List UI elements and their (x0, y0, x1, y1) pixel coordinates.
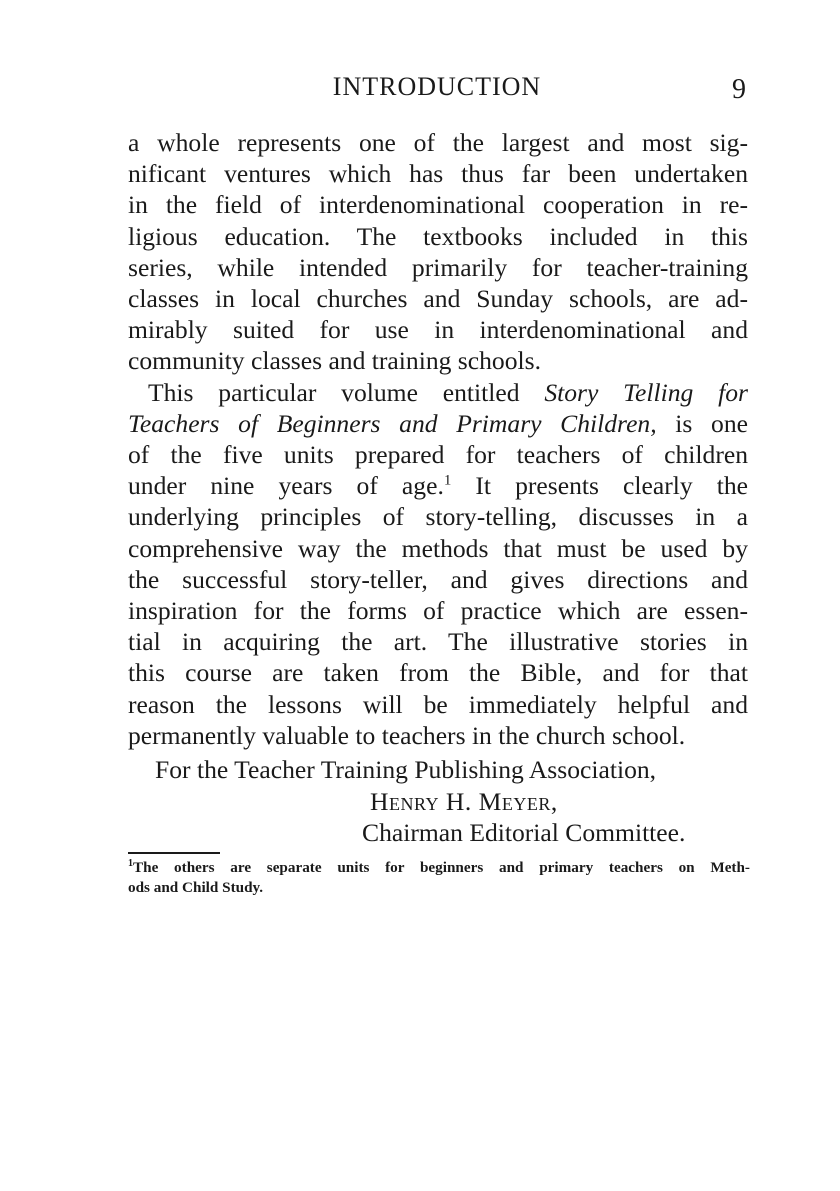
text-line: nificant ventures which has thus far been undertaken (128, 159, 748, 189)
text-line: tial in acquiring the art. The illustrative stories in (128, 627, 748, 657)
text-line: reason the lessons will be immediately helpful and (128, 689, 748, 719)
book-title-part-1: Story Telling for (544, 377, 749, 407)
footnote-mark: 1 (128, 857, 133, 869)
footnote-line (128, 858, 750, 878)
footnote-text: The others are separate units for beginners and primary teachers on Meth- (133, 859, 750, 876)
text-line (128, 470, 748, 501)
text-line: community classes and training schools. (128, 346, 541, 376)
page-number: 9 (732, 74, 746, 105)
text-line: permanently valuable to teachers in the church school. (128, 720, 686, 750)
signature-name: Henry H. Meyer, (370, 787, 558, 816)
paragraph-1 (128, 127, 748, 377)
text-line: underlying principles of story-telling, discusses in a (128, 502, 748, 532)
text-line: mirably suited for use in interdenominational and (128, 315, 748, 345)
book-title-part-2: Teachers of Beginners and Primary Children, (128, 408, 657, 438)
signature-association: For the Teacher Training Publishing Association, (155, 755, 657, 784)
paragraph-2 (128, 377, 748, 751)
text-line: the successful story-teller, and gives directions and (128, 564, 748, 594)
text-line: classes in local churches and Sunday schools, are ad- (128, 284, 748, 314)
text-run: is one (656, 408, 748, 438)
footnote-reference: 1 (443, 472, 452, 489)
text-line: ligious education. The textbooks included in this (128, 221, 748, 251)
footnote-rule (128, 852, 220, 854)
text-run: under nine years of age. (128, 471, 444, 501)
text-line: inspiration for the forms of practice which are essen- (128, 596, 748, 626)
text-line: in the field of interdenominational cooperation in re- (128, 190, 748, 220)
text-line: series, while intended primarily for teacher-training (128, 252, 748, 282)
text-line: a whole represents one of the largest and most sig- (128, 128, 748, 157)
footnote-line: ods and Child Study. (128, 879, 264, 896)
text-line: this course are taken from the Bible, and for that (128, 658, 748, 688)
text-run: This particular volume entitled (148, 377, 545, 407)
text-line (128, 408, 748, 439)
running-head: INTRODUCTION (332, 72, 542, 101)
text-line: of the five units prepared for teachers of children (128, 440, 748, 470)
body-text (128, 127, 748, 751)
text-line (128, 377, 748, 408)
text-line: comprehensive way the methods that must be used by (128, 533, 748, 563)
signature-title: Chairman Editorial Committee. (362, 818, 686, 847)
footnote (128, 858, 750, 898)
text-run: It presents clearly the (451, 471, 748, 501)
page-header (128, 72, 746, 108)
